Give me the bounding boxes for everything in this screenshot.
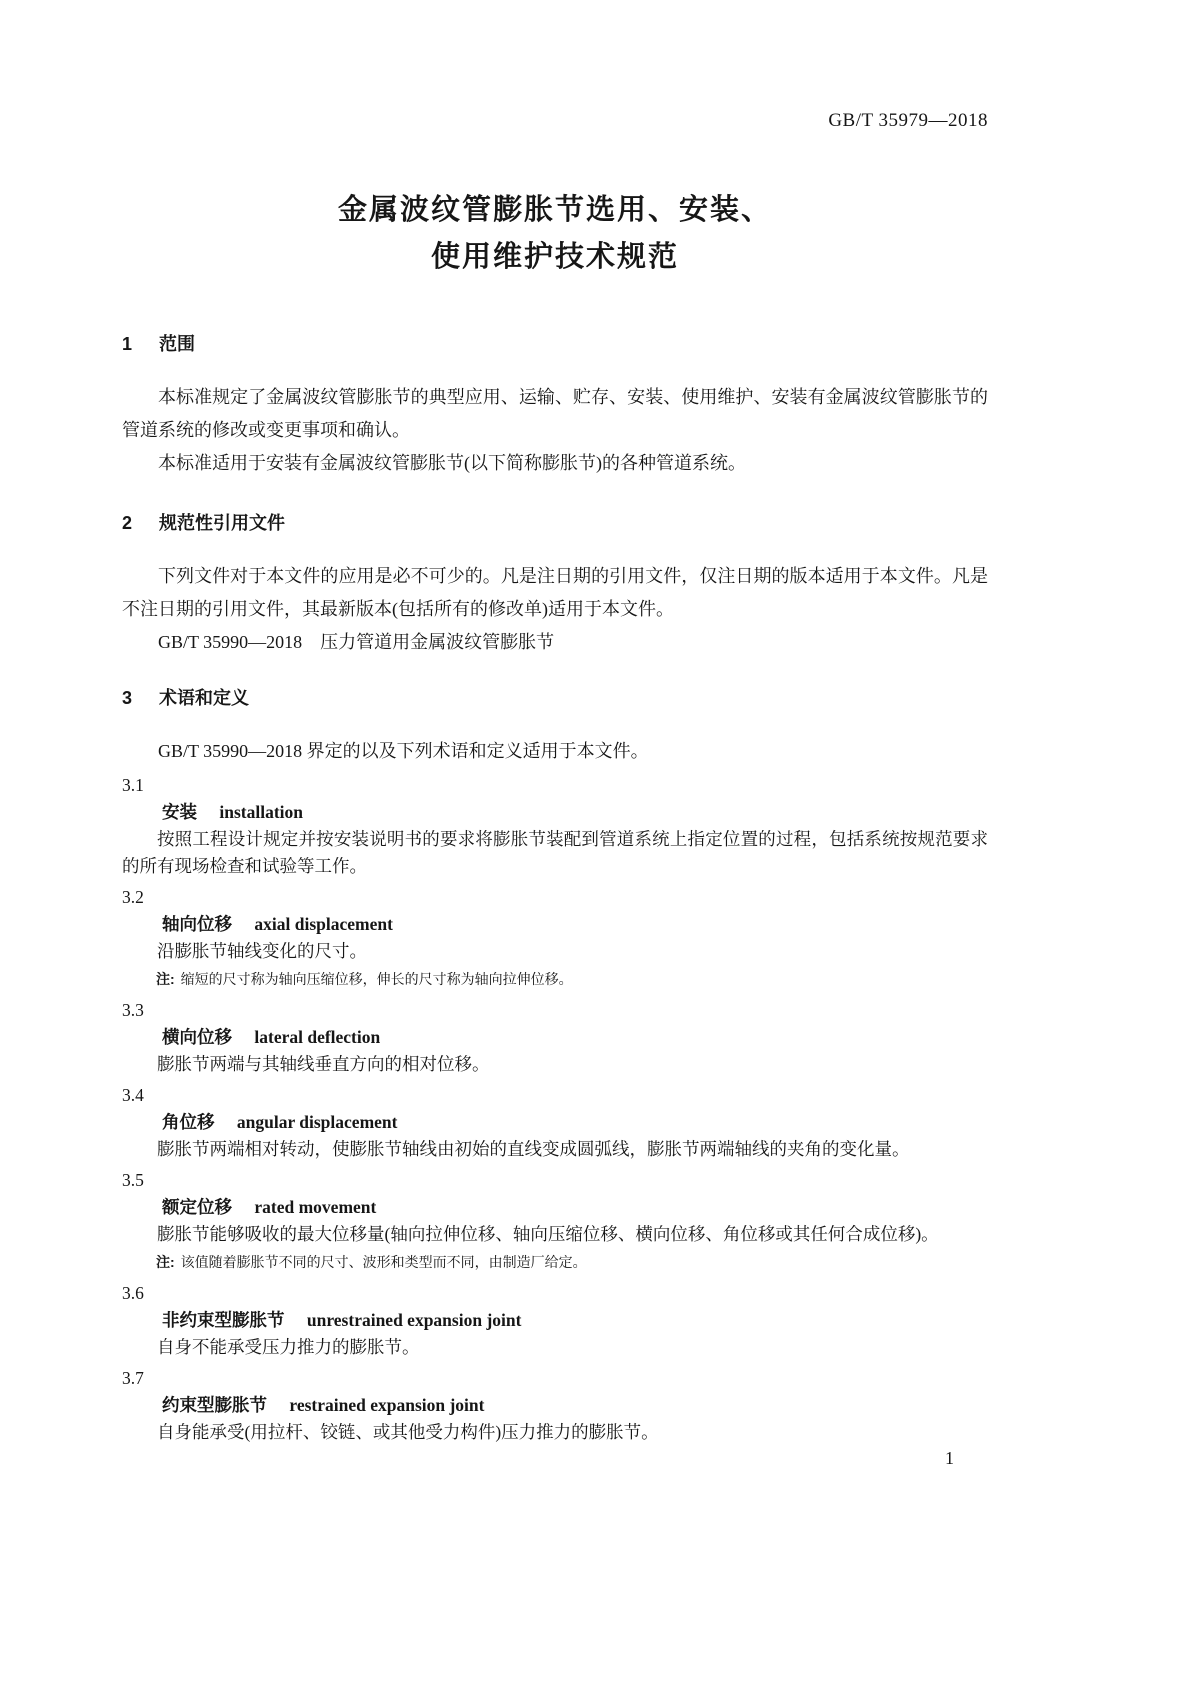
term-name-zh: 角位移 [162, 1112, 215, 1132]
section-normative-references [122, 510, 988, 659]
term-name-en: angular displacement [236, 1112, 398, 1132]
paragraph: 本标准适用于安装有金属波纹管膨胀节(以下简称膨胀节)的各种管道系统。 [158, 453, 746, 473]
term-name-en: axial displacement [254, 914, 393, 934]
term-heading [122, 799, 988, 826]
term-name-en: rated movement [254, 1197, 377, 1217]
note-label: 注: [156, 971, 175, 987]
term-heading [122, 911, 988, 938]
term-block-lateral-deflection [122, 997, 988, 1078]
section-heading [122, 685, 988, 711]
section-number: 2 [122, 513, 133, 533]
page-number: 1 [945, 1448, 954, 1468]
section-terms-definitions [122, 685, 988, 1446]
term-number: 3.4 [122, 1085, 144, 1105]
term-number: 3.5 [122, 1170, 144, 1190]
term-name-en: lateral deflection [254, 1027, 381, 1047]
term-block-angular-displacement [122, 1082, 988, 1163]
term-definition: 自身能承受(用拉杆、铰链、或其他受力构件)压力推力的膨胀节。 [157, 1422, 659, 1442]
term-block-restrained-expansion-joint [122, 1365, 988, 1446]
note-text: 该值随着膨胀节不同的尺寸、波形和类型而不同，由制造厂给定。 [180, 1256, 587, 1271]
reference-entry: GB/T 35990—2018 压力管道用金属波纹管膨胀节 [158, 632, 555, 652]
document-content [122, 0, 988, 1446]
term-heading [122, 1307, 988, 1334]
term-definition: 膨胀节两端与其轴线垂直方向的相对位移。 [157, 1054, 490, 1074]
title-line-1: 金属波纹管膨胀节选用、安装、 [337, 194, 772, 226]
section-number: 3 [122, 688, 133, 708]
term-heading [122, 1194, 988, 1221]
term-heading [122, 1109, 988, 1136]
term-block-unrestrained-expansion-joint [122, 1280, 988, 1361]
section-heading [122, 331, 988, 357]
note-text: 缩短的尺寸称为轴向压缩位移，伸长的尺寸称为轴向拉伸位移。 [180, 973, 573, 988]
term-name-zh: 约束型膨胀节 [162, 1395, 267, 1415]
document-title [122, 187, 988, 281]
term-name-zh: 安装 [162, 802, 197, 822]
term-number: 3.3 [122, 1000, 144, 1020]
term-name-zh: 轴向位移 [162, 914, 232, 934]
term-name-en: unrestrained expansion joint [306, 1310, 522, 1330]
term-name-en: installation [219, 802, 304, 822]
term-number: 3.2 [122, 887, 144, 907]
term-number: 3.6 [122, 1283, 144, 1303]
section-scope [122, 331, 988, 480]
section-title: 术语和定义 [159, 688, 250, 708]
term-name-zh: 额定位移 [162, 1197, 232, 1217]
term-name-en: restrained expansion joint [289, 1395, 485, 1415]
term-heading [122, 1392, 988, 1419]
term-number: 3.1 [122, 775, 144, 795]
paragraph: GB/T 35990—2018 界定的以及下列术语和定义适用于本文件。 [158, 741, 649, 761]
term-heading [122, 1024, 988, 1051]
term-definition: 膨胀节两端相对转动，使膨胀节轴线由初始的直线变成圆弧线，膨胀节两端轴线的夹角的变化量。 [157, 1139, 910, 1159]
section-heading [122, 510, 988, 536]
term-note [122, 1250, 988, 1276]
title-line-2: 使用维护技术规范 [430, 241, 679, 273]
term-definition: 膨胀节能够吸收的最大位移量(轴向拉伸位移、轴向压缩位移、横向位移、角位移或其任何合成位移)。 [157, 1224, 939, 1244]
term-definition: 沿膨胀节轴线变化的尺寸。 [157, 941, 367, 961]
term-definition: 按照工程设计规定并按安装说明书的要求将膨胀节装配到管道系统上指定位置的过程，包括系统按规范要求的所有现场检查和试验等工作。 [122, 829, 988, 876]
term-name-zh: 横向位移 [162, 1027, 232, 1047]
term-definition: 自身不能承受压力推力的膨胀节。 [157, 1337, 420, 1357]
note-label: 注: [156, 1254, 175, 1270]
term-number: 3.7 [122, 1368, 144, 1388]
section-title: 范围 [159, 334, 196, 354]
section-number: 1 [122, 334, 133, 354]
section-title: 规范性引用文件 [159, 513, 286, 533]
term-block-axial-displacement [122, 884, 988, 993]
term-name-zh: 非约束型膨胀节 [162, 1310, 285, 1330]
term-note [122, 967, 988, 993]
paragraph: 本标准规定了金属波纹管膨胀节的典型应用、运输、贮存、安装、使用维护、安装有金属波纹管膨胀节的管道系统的修改或变更事项和确认。 [122, 387, 988, 440]
term-block-rated-movement [122, 1167, 988, 1276]
term-block-installation [122, 772, 988, 880]
paragraph: 下列文件对于本文件的应用是必不可少的。凡是注日期的引用文件，仅注日期的版本适用于本文件。凡是不注日期的引用文件，其最新版本(包括所有的修改单)适用于本文件。 [122, 566, 988, 619]
doc-number: GB/T 35979—2018 [828, 110, 988, 131]
